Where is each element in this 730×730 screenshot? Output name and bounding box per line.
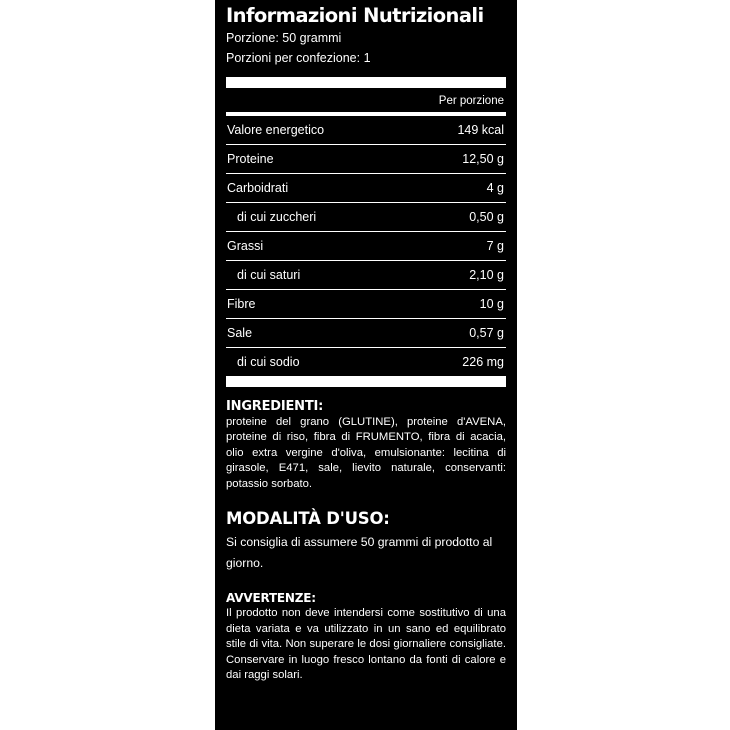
nutrient-row-salt	[226, 319, 506, 348]
nutrient-value: 10 g	[479, 297, 504, 311]
nutrient-name: Fibre	[227, 297, 256, 311]
usage-heading: MODALITÀ D'USO:	[226, 509, 390, 529]
nutrient-row-fiber	[226, 290, 506, 319]
nutrient-row-saturated	[226, 261, 506, 290]
warnings-heading: AVVERTENZE:	[226, 591, 316, 606]
nutrient-value: 149 kcal	[457, 123, 504, 137]
nutrient-name: Carboidrati	[227, 181, 289, 195]
nutrient-row-sodium	[226, 348, 506, 376]
nutrient-name: Grassi	[227, 239, 264, 253]
nutrition-label	[215, 0, 517, 730]
column-header: Per porzione	[438, 95, 504, 107]
nutrient-row-carbs	[226, 174, 506, 203]
servings-per-pack: Porzioni per confezione: 1	[226, 51, 371, 65]
nutrient-name: di cui sodio	[237, 355, 300, 369]
nutrient-value: 7 g	[486, 239, 504, 253]
nutrient-value: 12,50 g	[462, 152, 504, 166]
nutrient-value: 4 g	[486, 181, 504, 195]
serving-size: Porzione: 50 grammi	[226, 31, 342, 45]
thick-divider-top	[226, 77, 506, 88]
label-title: Informazioni Nutrizionali	[226, 4, 484, 27]
nutrient-table	[226, 116, 506, 376]
usage-text: Si consiglia di assumere 50 grammi di prodotto al giorno.	[226, 535, 493, 571]
nutrient-row-energy	[226, 116, 506, 145]
ingredients-text: proteine del grano (GLUTINE), proteine d'AVENA, proteine di riso, fibra di FRUMENTO, fibra di acacia, olio extra vergine d'oliva, emulsionante: lecitina di girasole, E471, sale, lievito naturale, conservanti: potassio sorbato.	[226, 416, 506, 490]
nutrient-value: 0,50 g	[469, 210, 504, 224]
nutrient-name: Proteine	[227, 152, 274, 166]
nutrient-row-protein	[226, 145, 506, 174]
nutrient-row-fats	[226, 232, 506, 261]
nutrient-name: Sale	[227, 326, 253, 340]
nutrient-row-sugars	[226, 203, 506, 232]
nutrient-value: 2,10 g	[469, 268, 504, 282]
warnings-text: Il prodotto non deve intendersi come sostitutivo di una dieta variata e va utilizzato in un sano ed equilibrato stile di vita. Non superare le dosi giornaliere consigliate. Conservare in luogo fresco lontano da fonti di calore e dai raggi solari.	[226, 607, 506, 682]
nutrient-name: Valore energetico	[227, 123, 325, 137]
thick-divider-bottom	[226, 376, 506, 387]
nutrient-name: di cui saturi	[237, 268, 301, 282]
nutrient-value: 0,57 g	[469, 326, 504, 340]
nutrient-name: di cui zuccheri	[237, 210, 317, 224]
ingredients-heading: INGREDIENTI:	[226, 399, 324, 414]
nutrient-value: 226 mg	[462, 355, 504, 369]
